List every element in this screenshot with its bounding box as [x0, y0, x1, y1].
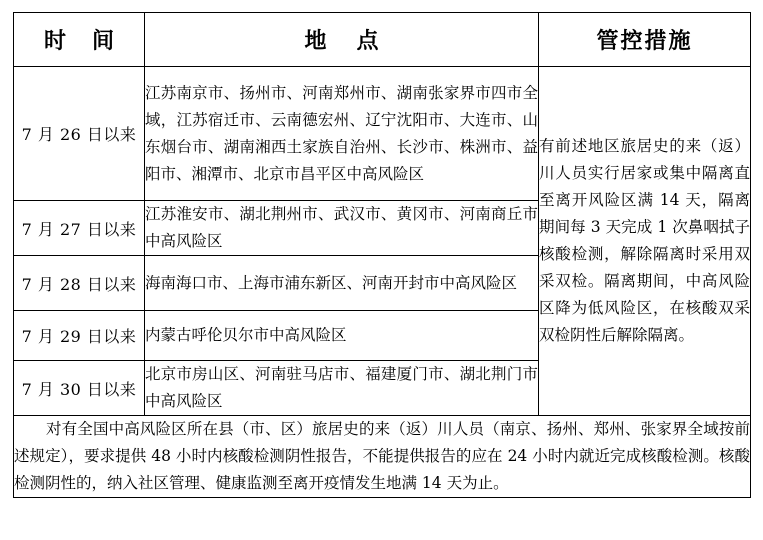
- note-cell: 对有全国中高风险区所在县（市、区）旅居史的来（返）川人员（南京、扬州、郑州、张家界全域按前述规定），要求提供 48 小时内核酸检测阴性报告，不能提供报告的应在 24 小时内就近完成核酸检测。核酸检测阴性的，纳入社区管理、健康监测至离开疫情发生地满 14 天为止。: [14, 416, 751, 498]
- header-time-label: 时间: [43, 28, 140, 54]
- note-row: [14, 416, 751, 498]
- header-place: [145, 13, 539, 67]
- header-time: [14, 13, 145, 67]
- date-cell: 7 月 28 日以来: [14, 256, 145, 311]
- header-place-label: 地点: [304, 28, 409, 54]
- table-header-row: [14, 13, 751, 67]
- control-measures-table: [13, 12, 751, 498]
- date-cell: 7 月 26 日以来: [14, 67, 145, 201]
- date-cell: 7 月 30 日以来: [14, 361, 145, 416]
- date-cell: 7 月 29 日以来: [14, 311, 145, 361]
- places-cell: 江苏南京市、扬州市、河南郑州市、湖南张家界市四市全域，江苏宿迁市、云南德宏州、辽宁沈阳市、大连市、山东烟台市、湖南湘西土家族自治州、长沙市、株洲市、益阳市、湘潭市、北京市昌平区中高风险区: [145, 67, 539, 201]
- table-row: [14, 67, 751, 201]
- date-cell: 7 月 27 日以来: [14, 201, 145, 256]
- header-measures-label: 管控措施: [596, 28, 693, 54]
- places-cell: 北京市房山区、河南驻马店市、福建厦门市、湖北荆门市中高风险区: [145, 361, 539, 416]
- measures-cell: 有前述地区旅居史的来（返）川人员实行居家或集中隔离直至离开风险区满 14 天，隔离期间每 3 天完成 1 次鼻咽拭子核酸检测，解除隔离时采用双采双检。隔离期间，中高风险区降为低风险区，在核酸双采双检阴性后解除隔离。: [539, 67, 751, 416]
- places-cell: 海南海口市、上海市浦东新区、河南开封市中高风险区: [145, 256, 539, 311]
- header-measures: [539, 13, 751, 67]
- places-cell: 内蒙古呼伦贝尔市中高风险区: [145, 311, 539, 361]
- places-cell: 江苏淮安市、湖北荆州市、武汉市、黄冈市、河南商丘市中高风险区: [145, 201, 539, 256]
